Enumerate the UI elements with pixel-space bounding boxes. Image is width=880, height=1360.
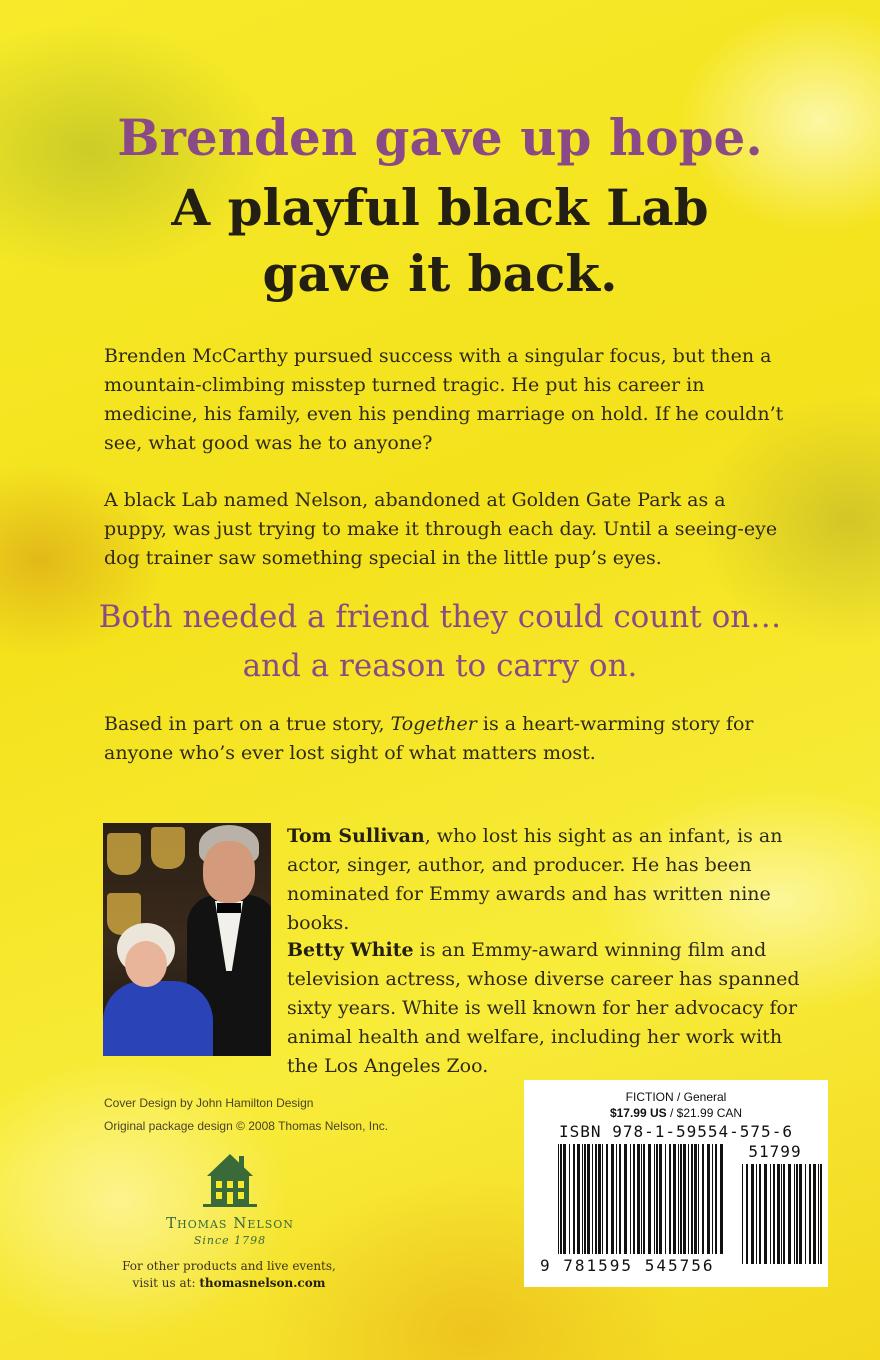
author-bio-text: is an Emmy-award winning film and television actress, whose diverse career has spanned sixty years. White is well known for her advocacy for animal health and welfare, including her work with the Los Angeles Zoo. bbox=[287, 939, 800, 1077]
visit-line-2 bbox=[104, 1275, 354, 1292]
price-can: $21.99 CAN bbox=[676, 1106, 743, 1120]
visit-prefix: visit us at: bbox=[132, 1276, 200, 1290]
barcode-isbn: ISBN 978-1-59554-575-6 bbox=[559, 1122, 793, 1141]
headline-line-1: Brenden gave up hope. bbox=[117, 108, 763, 167]
author-photo bbox=[103, 823, 271, 1056]
publisher-since: Since 1798 bbox=[193, 1234, 267, 1247]
barcode-panel bbox=[524, 1080, 828, 1287]
barcode-category: FICTION / General bbox=[625, 1090, 727, 1104]
barcode-addon-bars bbox=[742, 1164, 823, 1264]
author-name: Tom Sullivan bbox=[287, 825, 425, 847]
closing-after: is a heart-warming story for anyone who’s ever lost sight of what matters most. bbox=[104, 713, 754, 764]
publisher-website-link[interactable]: thomasnelson.com bbox=[199, 1276, 326, 1290]
price-us: $17.99 US bbox=[609, 1106, 667, 1120]
author-bio-tom-sullivan bbox=[287, 822, 807, 938]
closing-before: Based in part on a true story, bbox=[104, 713, 391, 735]
tagline-line-2: and a reason to carry on. bbox=[242, 648, 638, 684]
headline-line-3: gave it back. bbox=[262, 244, 618, 303]
tagline-line-1: Both needed a friend they could count on… bbox=[98, 599, 782, 635]
package-design-credit: Original package design © 2008 Thomas Nelson, Inc. bbox=[104, 1119, 389, 1133]
barcode-addon-number: 51799 bbox=[748, 1142, 802, 1161]
synopsis-paragraph-1: Brenden McCarthy pursued success with a singular focus, but then a mountain-climbing misstep turned tragic. He put his career in medicine, his family, even his pending marriage on hold. If he couldn’t see, what good was he to anyone? bbox=[104, 345, 784, 454]
cover-design-credit: Cover Design by John Hamilton Design bbox=[104, 1096, 314, 1110]
author-bio-text: , who lost his sight as an infant, is an actor, singer, author, and producer. He has been nominated for Emmy awards and has written nine books. bbox=[287, 825, 783, 934]
author-bio-betty-white bbox=[287, 936, 807, 1081]
barcode-digits: 9 781595 545756 bbox=[540, 1256, 715, 1275]
barcode-bars bbox=[558, 1144, 726, 1254]
author-name: Betty White bbox=[287, 939, 414, 961]
book-title: Together bbox=[390, 713, 477, 735]
synopsis-paragraph-2: A black Lab named Nelson, abandoned at Golden Gate Park as a puppy, was just trying to make it through each day. Until a seeing-eye dog trainer saw something special in the little pup’s eyes. bbox=[104, 489, 778, 569]
closing-paragraph bbox=[104, 710, 794, 768]
publisher-name: Thomas Nelson bbox=[166, 1214, 294, 1232]
price-separator: / bbox=[666, 1106, 677, 1120]
visit-line-1: For other products and live events, bbox=[122, 1259, 336, 1273]
barcode-price bbox=[524, 1106, 828, 1120]
headline-line-2: A playful black Lab bbox=[171, 178, 709, 237]
publisher-logo bbox=[150, 1150, 310, 1247]
house-logo-icon bbox=[203, 1150, 257, 1208]
